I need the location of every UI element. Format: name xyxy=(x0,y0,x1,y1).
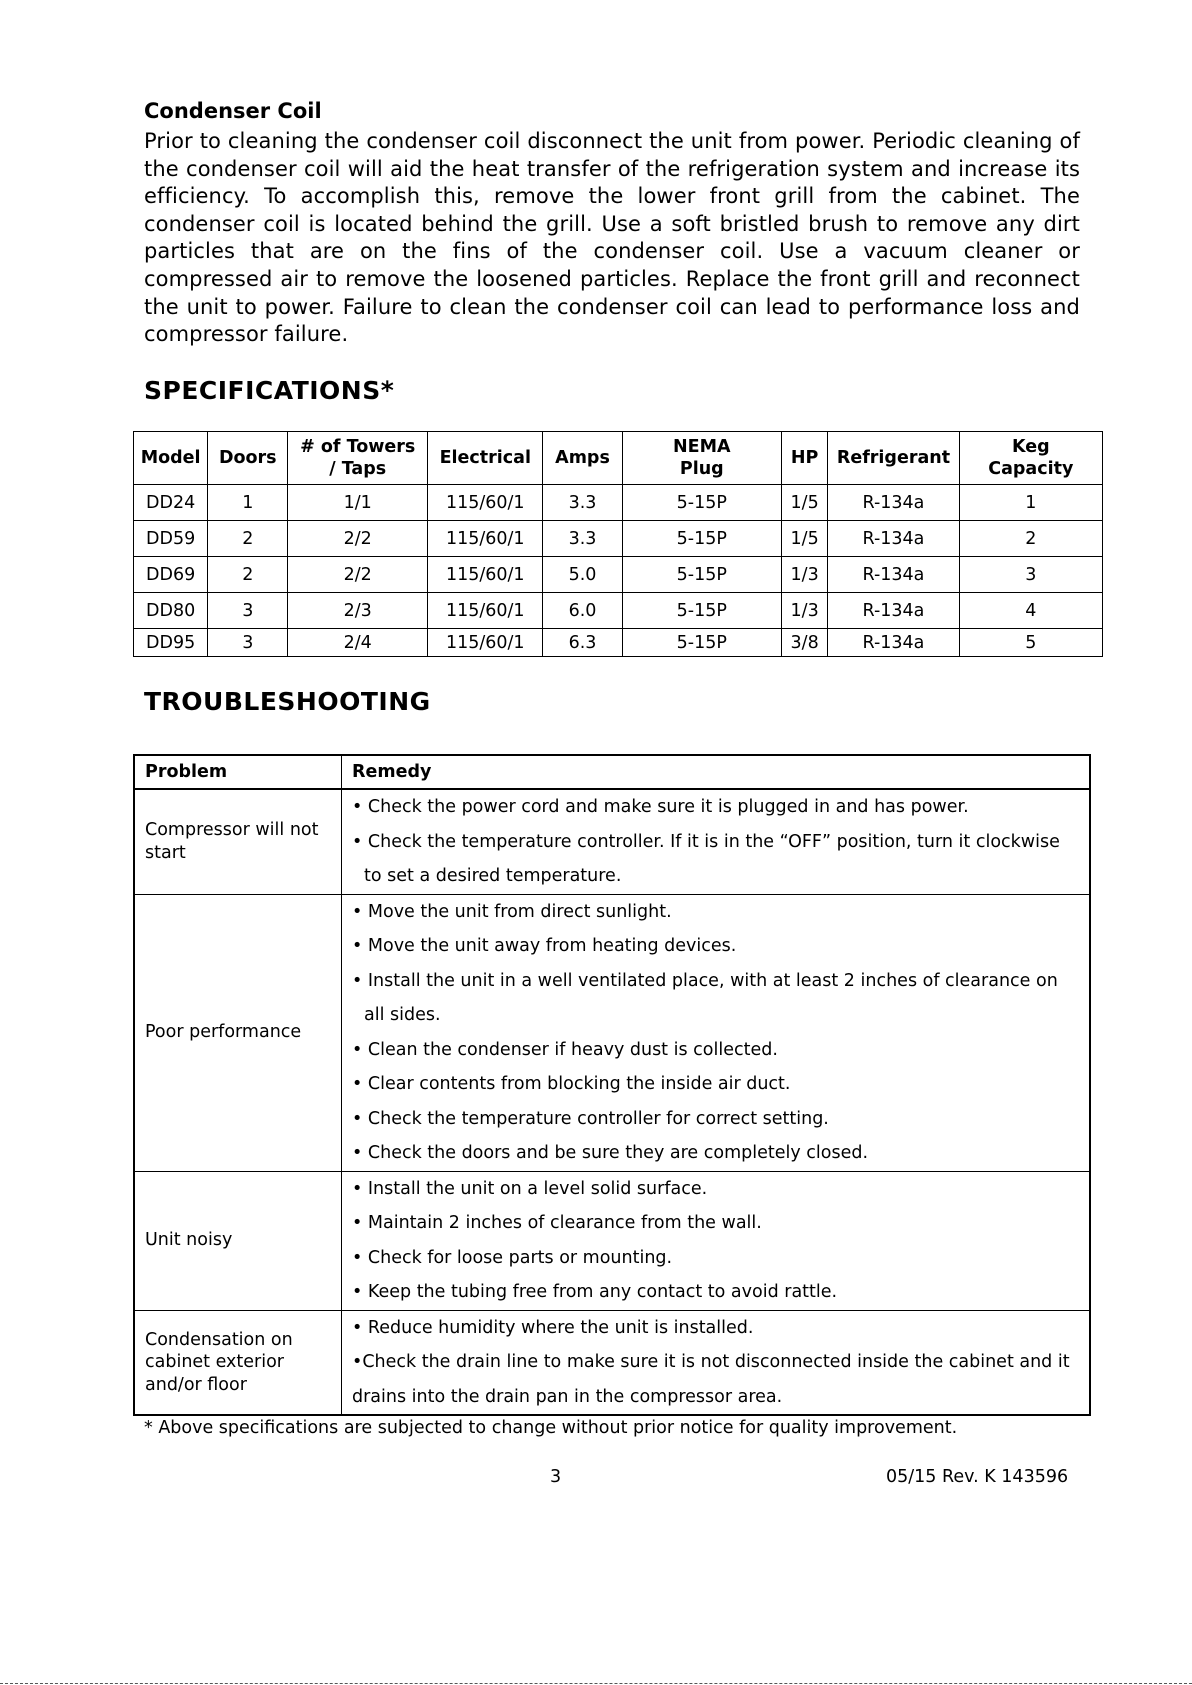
spec-col-hp: HP xyxy=(781,432,827,485)
spec-cell: DD24 xyxy=(134,485,208,521)
remedy-item: • Reduce humidity where the unit is installed. xyxy=(352,1317,754,1338)
ts-row xyxy=(134,789,1090,894)
remedy-item: • Keep the tubing free from any contact to avoid rattle. xyxy=(352,1282,838,1302)
page-number: 3 xyxy=(550,1467,562,1487)
specifications-heading: SPECIFICATIONS* xyxy=(144,376,395,405)
remedy-item: • Install the unit in a well ventilated place, with at least 2 inches of clearance on all sides. xyxy=(352,970,1058,1025)
remedy-item: • Maintain 2 inches of clearance from the wall. xyxy=(352,1213,762,1233)
ts-col-remedy: Remedy xyxy=(342,755,1091,789)
spec-cell: 6.3 xyxy=(543,629,622,657)
spec-cell: R-134a xyxy=(828,521,959,557)
remedy-item: •Check the drain line to make sure it is not disconnected inside the cabinet and it drains into the drain pan in the compressor area. xyxy=(352,1352,1070,1407)
spec-cell: R-134a xyxy=(828,485,959,521)
spec-cell: 2 xyxy=(959,521,1102,557)
remedy-item: • Move the unit from direct sunlight. xyxy=(352,901,672,922)
ts-problem: Unit noisy xyxy=(134,1171,342,1310)
spec-cell: 5-15P xyxy=(622,593,781,629)
spec-cell: 1/5 xyxy=(781,521,827,557)
spec-row xyxy=(134,521,1103,557)
spec-col-nema-plug: NEMA Plug xyxy=(622,432,781,485)
ts-remedy-cell xyxy=(342,1310,1091,1415)
spec-cell: 2 xyxy=(208,521,288,557)
spec-row xyxy=(134,557,1103,593)
spec-cell: DD95 xyxy=(134,629,208,657)
remedy-item: • Clear contents from blocking the inside air duct. xyxy=(352,1074,791,1094)
ts-problem: Poor performance xyxy=(134,894,342,1171)
spec-col-amps: Amps xyxy=(543,432,622,485)
spec-cell: 2/3 xyxy=(288,593,428,629)
spec-cell: 1 xyxy=(208,485,288,521)
spec-cell: 115/60/1 xyxy=(428,485,543,521)
ts-problem: Condensation on cabinet exterior and/or floor xyxy=(134,1310,342,1415)
spec-cell: 115/60/1 xyxy=(428,521,543,557)
spec-col-doors: Doors xyxy=(208,432,288,485)
spec-cell: DD59 xyxy=(134,521,208,557)
spec-cell: 115/60/1 xyxy=(428,629,543,657)
ts-row xyxy=(134,894,1090,1171)
page-bottom-divider xyxy=(0,1683,1192,1684)
spec-cell: R-134a xyxy=(828,593,959,629)
ts-problem: Compressor will not start xyxy=(134,789,342,894)
ts-row xyxy=(134,1310,1090,1415)
spec-col-refrigerant: Refrigerant xyxy=(828,432,959,485)
ts-header-row xyxy=(134,755,1090,789)
spec-cell: 2/4 xyxy=(288,629,428,657)
spec-cell: 2 xyxy=(208,557,288,593)
spec-cell: DD80 xyxy=(134,593,208,629)
remedy-item: • Move the unit away from heating devices. xyxy=(352,936,737,956)
spec-cell: 6.0 xyxy=(543,593,622,629)
ts-remedy-cell xyxy=(342,789,1091,894)
spec-row xyxy=(134,629,1103,657)
condenser-coil-paragraph: Prior to cleaning the condenser coil disconnect the unit from power. Periodic cleaning of the condenser coil will aid the heat transfer of the refrigeration system and increase its efficiency. To accomplish this, remove the lower front grill from the cabinet. The condenser coil is located behind the grill. Use a soft bristled brush to remove any dirt particles that are on the fins of the condenser coil. Use a vacuum cleaner or compressed air to remove the loosened particles. Replace the front grill and reconnect the unit to power. Failure to clean the condenser coil can lead to performance loss and compressor failure. xyxy=(144,129,1080,347)
remedy-item: • Check the temperature controller. If it is in the “OFF” position, turn it clockwise to set a desired temperature. xyxy=(352,831,1060,886)
revision-code: 05/15 Rev. K 143596 xyxy=(886,1467,1069,1487)
spec-cell: 5-15P xyxy=(622,485,781,521)
remedy-item: • Install the unit on a level solid surface. xyxy=(352,1178,708,1199)
spec-col-model: Model xyxy=(134,432,208,485)
spec-cell: 1/1 xyxy=(288,485,428,521)
spec-cell: 3 xyxy=(208,593,288,629)
spec-cell: 5-15P xyxy=(622,629,781,657)
spec-cell: 3 xyxy=(959,557,1102,593)
ts-col-problem: Problem xyxy=(134,755,342,789)
spec-cell: 5-15P xyxy=(622,557,781,593)
spec-cell: 115/60/1 xyxy=(428,593,543,629)
spec-cell: 1/5 xyxy=(781,485,827,521)
spec-row xyxy=(134,485,1103,521)
specifications-table xyxy=(133,431,1103,657)
spec-cell: 1/3 xyxy=(781,593,827,629)
spec-cell: DD69 xyxy=(134,557,208,593)
troubleshooting-heading: TROUBLESHOOTING xyxy=(144,687,431,716)
specifications-footnote: * Above specifications are subjected to change without prior notice for quality improvement. xyxy=(144,1418,958,1438)
spec-cell: 4 xyxy=(959,593,1102,629)
spec-cell: 5.0 xyxy=(543,557,622,593)
spec-cell: 5 xyxy=(959,629,1102,657)
spec-cell: 3 xyxy=(208,629,288,657)
spec-cell: 3/8 xyxy=(781,629,827,657)
remedy-item: • Clean the condenser if heavy dust is collected. xyxy=(352,1039,778,1060)
remedy-item: • Check the doors and be sure they are completely closed. xyxy=(352,1143,869,1163)
condenser-coil-heading: Condenser Coil xyxy=(144,99,322,123)
ts-remedy-cell xyxy=(342,1171,1091,1310)
spec-cell: 2/2 xyxy=(288,557,428,593)
troubleshooting-table xyxy=(133,754,1091,1416)
spec-cell: 1/3 xyxy=(781,557,827,593)
spec-cell: 3.3 xyxy=(543,485,622,521)
spec-cell: R-134a xyxy=(828,629,959,657)
spec-cell: 1 xyxy=(959,485,1102,521)
spec-cell: 3.3 xyxy=(543,521,622,557)
spec-col-towers-taps: # of Towers / Taps xyxy=(288,432,428,485)
remedy-item: • Check the temperature controller for correct setting. xyxy=(352,1108,829,1129)
ts-row xyxy=(134,1171,1090,1310)
spec-col-keg-capacity: Keg Capacity xyxy=(959,432,1102,485)
spec-cell: 115/60/1 xyxy=(428,557,543,593)
spec-row xyxy=(134,593,1103,629)
remedy-item: • Check for loose parts or mounting. xyxy=(352,1247,673,1268)
ts-remedy-cell xyxy=(342,894,1091,1171)
spec-cell: 5-15P xyxy=(622,521,781,557)
remedy-item: • Check the power cord and make sure it is plugged in and has power. xyxy=(352,797,969,817)
spec-col-electrical: Electrical xyxy=(428,432,543,485)
spec-cell: R-134a xyxy=(828,557,959,593)
spec-header-row xyxy=(134,432,1103,485)
spec-cell: 2/2 xyxy=(288,521,428,557)
